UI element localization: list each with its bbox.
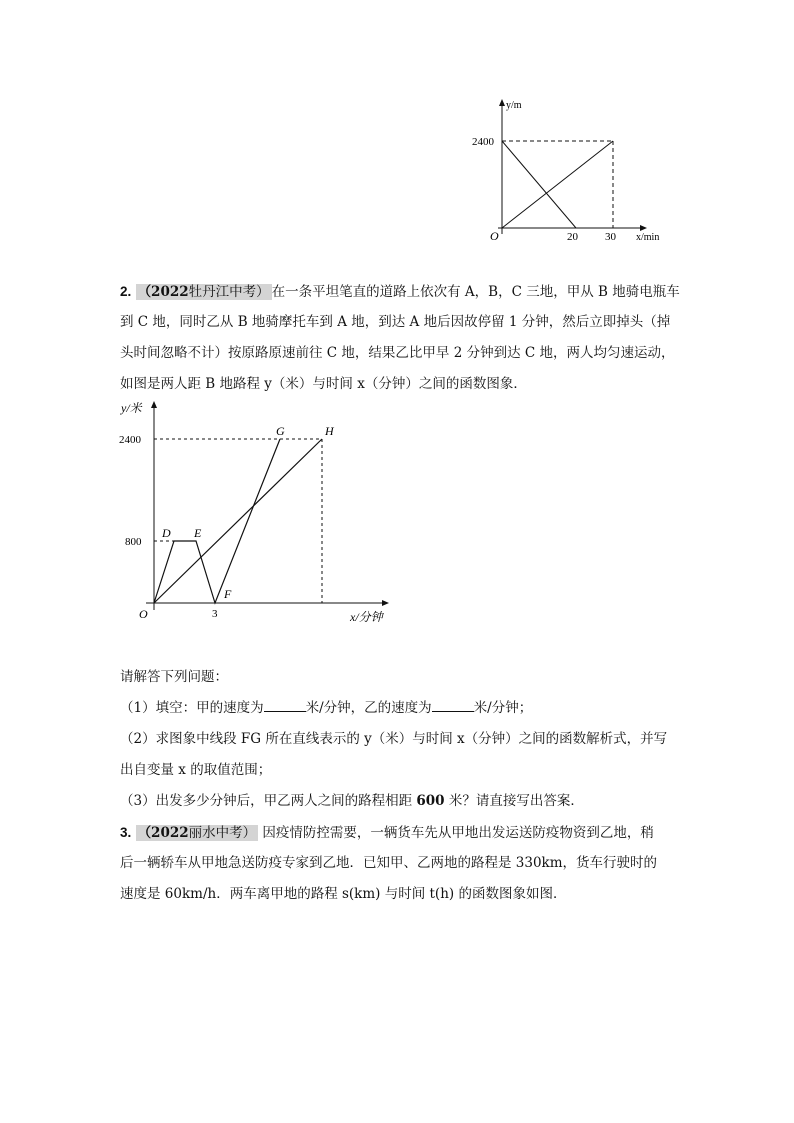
question-3-line-2: 后一辆轿车从甲地急送防疫专家到乙地．已知甲、乙两地的路程是 330km，货车行驶时的 [120,855,658,871]
line-rising [502,141,613,228]
question-2-line-1: 2. （2022牡丹江中考） 在一条平坦笔直的道路上依次有 A，B，C 三地，甲从 B 地骑电瓶车 [120,284,680,300]
question-number: 3. [120,825,132,840]
origin-label: O [490,229,499,243]
sub-question-2-line-1: （2）求图象中线段 FG 所在直线表示的 y（米）与时间 x（分钟）之间的函数解析式，并写 [120,731,668,747]
question-2-line-3: 头时间忽略不计）按原路原速前往 C 地，结果乙比甲早 2 分钟到达 C 地，两人均匀速运动， [120,345,675,361]
answer-blank-yi[interactable] [432,699,474,712]
y-tick-2400: 2400 [472,136,494,148]
point-label-g: G [276,424,285,438]
path-yi [154,439,280,603]
question-3 [120,817,680,910]
x-axis-label: x/min [636,232,660,243]
x-tick-20: 20 [567,231,578,243]
y-axis-label: y/米 [121,401,142,415]
point-label-d: D [162,526,171,540]
y-tick-2400: 2400 [119,434,141,446]
x-axis-label: x/分钟 [350,610,383,624]
y-tick-800: 800 [125,536,142,548]
answer-blank-jia[interactable] [264,699,306,712]
question-3-line-3: 速度是 60km/h．两车离甲地的路程 s(km) 与时间 t(h) 的函数图象如图． [120,886,567,902]
graph-2 [110,396,400,632]
y-axis-label: y/m [506,100,522,111]
question-2-line-2: 到 C 地，同时乙从 B 地骑摩托车到 A 地，到达 A 地后因故停留 1 分钟，然后立即掉头（掉 [120,314,671,330]
point-label-f: F [224,587,232,601]
sub-question-2-line-2: 出自变量 x 的取值范围； [120,762,272,778]
source-tag: （2022牡丹江中考） [137,284,270,300]
question-number: 2. [120,284,132,299]
question-2-line-4: 如图是两人距 B 地路程 y（米）与时间 x（分钟）之间的函数图象． [120,376,527,392]
questions-intro: 请解答下列问题： [120,669,228,685]
source-tag: （2022丽水中考） [137,825,257,841]
question-3-line-1: 3. （2022丽水中考） 因疫情防控需要，一辆货车先从甲地出发运送防疫物资到乙地，稍 [120,825,654,841]
point-label-h: H [325,424,334,438]
graph-1 [460,92,680,252]
question-2 [120,276,680,400]
sub-questions [120,662,680,817]
sub-question-1: （1）填空：甲的速度为 米/分钟，乙的速度为 米/分钟； [120,700,533,716]
line-falling [502,141,576,228]
origin-label: O [139,607,148,621]
point-label-e: E [194,526,202,540]
path-jia [154,439,322,603]
x-tick-3: 3 [212,608,218,620]
x-tick-30: 30 [605,231,616,243]
sub-question-3: （3）出发多少分钟后，甲乙两人之间的路程相距 600 米？请直接写出答案． [120,793,584,809]
